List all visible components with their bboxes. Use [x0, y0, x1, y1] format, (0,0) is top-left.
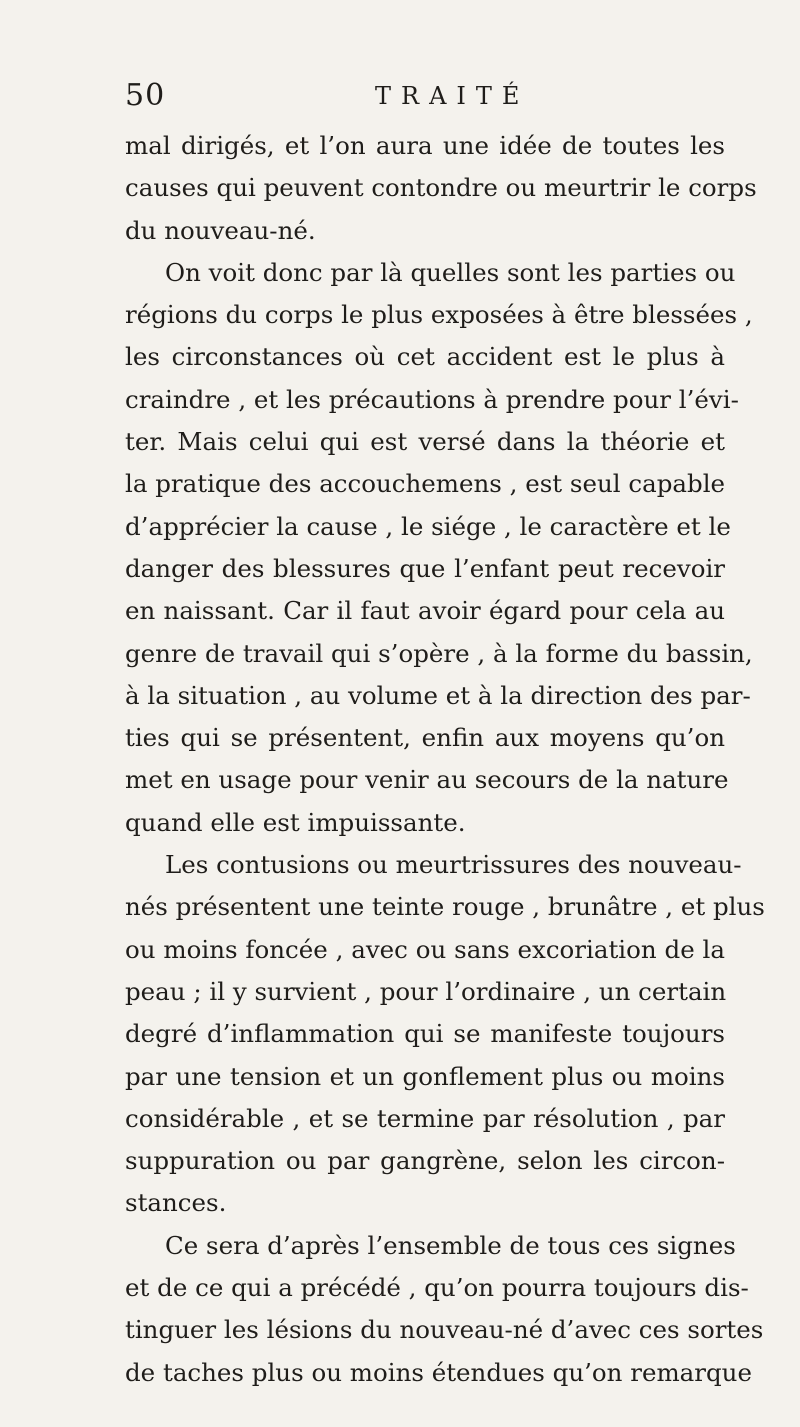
- text-line: de taches plus ou moins étendues qu’on remarque: [125, 1357, 752, 1387]
- text-line: Ce sera d’après l’ensemble de tous ces signes: [165, 1230, 736, 1260]
- text-line: du nouveau-né.: [125, 215, 316, 245]
- text-line: peau ; il y survient , pour l’ordinaire , un certain: [125, 976, 727, 1006]
- text-line: met en usage pour venir au secours de la nature: [125, 765, 729, 795]
- text-line: On voit donc par là quelles sont les parties ou: [165, 257, 736, 287]
- text-line: nés présentent une teinte rouge , brunâtre , et plus: [125, 892, 765, 922]
- running-title: TRAITÉ: [375, 82, 530, 110]
- text-line: à la situation , au volume et à la direction des par-: [125, 680, 751, 710]
- text-line: et de ce qui a précédé , qu’on pourra toujours dis-: [125, 1273, 749, 1303]
- text-line: ou moins foncée , avec ou sans excoriation de la: [125, 934, 725, 964]
- text-line: par une tension et un gonflement plus ou moins: [125, 1061, 725, 1091]
- text-line: craindre , et les précautions à prendre pour l’évi-: [125, 384, 739, 414]
- text-line: la pratique des accouchemens , est seul capable: [125, 469, 726, 499]
- text-line: danger des blessures que l’enfant peut recevoir: [125, 553, 725, 583]
- text-line: degré d’inflammation qui se manifeste toujours: [125, 1019, 725, 1049]
- page-number: 50: [125, 78, 166, 113]
- text-line: les circonstances où cet accident est le plus à: [125, 342, 725, 372]
- text-line: tinguer les lésions du nouveau-né d’avec ces sortes: [125, 1315, 764, 1345]
- text-line: en naissant. Car il faut avoir égard pour cela au: [125, 596, 725, 626]
- text-line: ties qui se présentent, enfin aux moyens qu’on: [125, 723, 725, 753]
- text-line: mal dirigés, et l’on aura une idée de toutes les: [125, 131, 725, 160]
- text-line: quand elle est impuissante.: [125, 807, 466, 837]
- text-line: Les contusions ou meurtrissures des nouveau-: [165, 850, 742, 880]
- text-line: genre de travail qui s’opère , à la forme du bassin,: [125, 638, 753, 668]
- text-line: suppuration ou par gangrène, selon les circon-: [125, 1146, 725, 1176]
- text-line: ter. Mais celui qui est versé dans la théorie et: [125, 427, 725, 457]
- text-line: considérable , et se termine par résolution , par: [125, 1103, 725, 1133]
- text-line: régions du corps le plus exposées à être blessées ,: [125, 300, 753, 330]
- text-line: d’apprécier la cause , le siége , le caractère et le: [125, 511, 731, 541]
- text-line: stances.: [125, 1188, 227, 1218]
- page-header: [125, 78, 725, 118]
- page-body-text: [125, 125, 765, 1394]
- text-line: causes qui peuvent contondre ou meurtrir le corps: [125, 173, 757, 203]
